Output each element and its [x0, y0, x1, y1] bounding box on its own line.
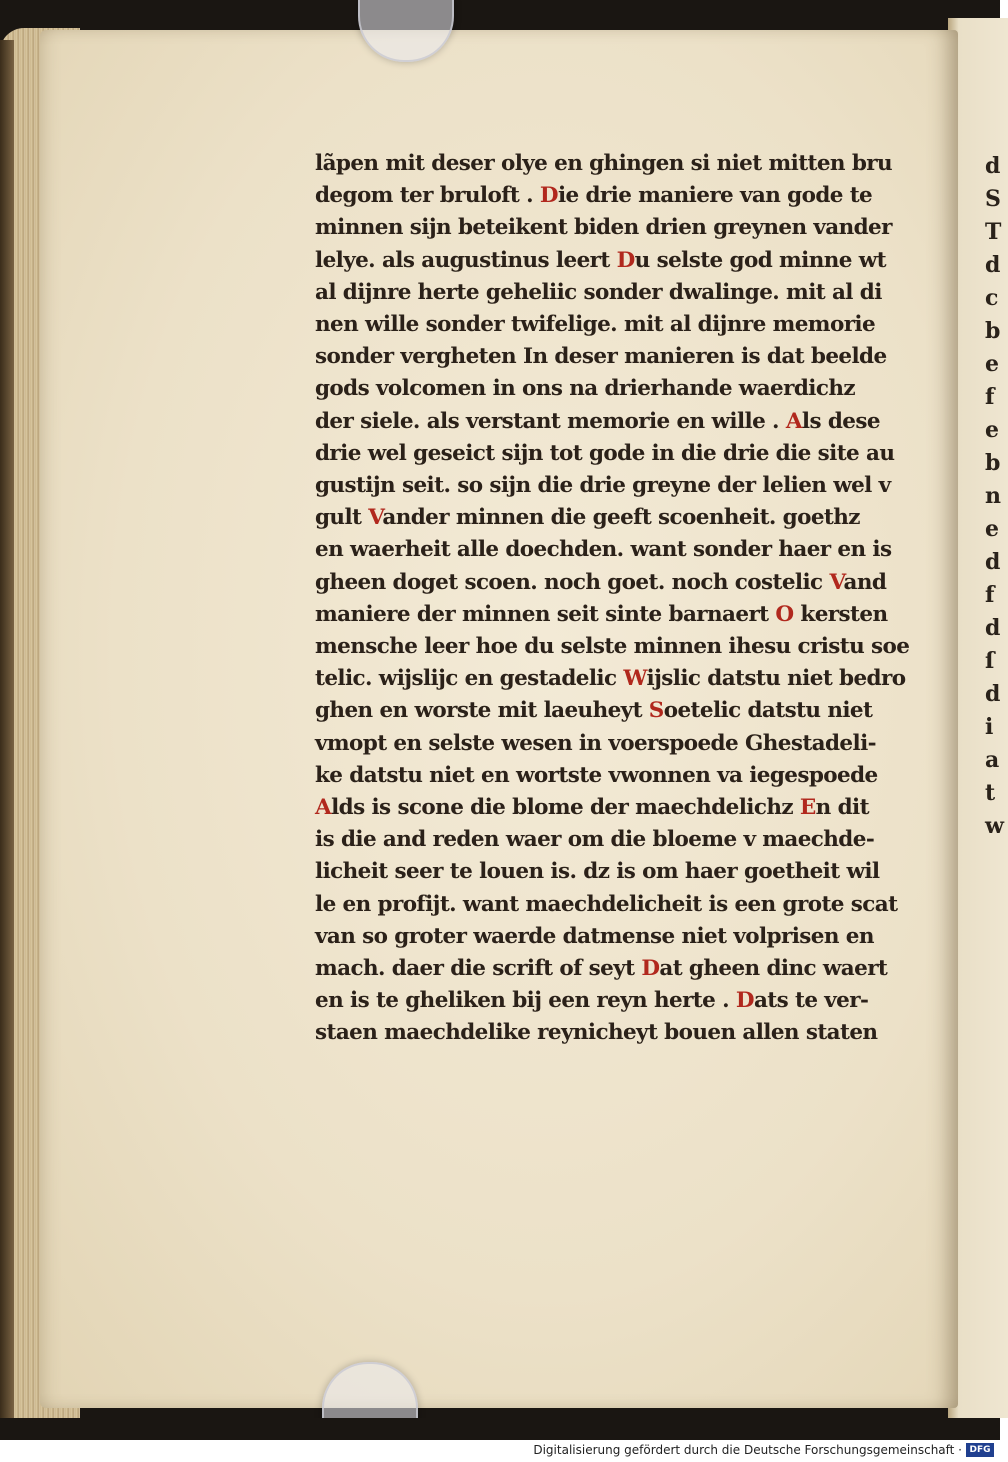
text-line — [315, 824, 907, 856]
rubricated-initial: A — [315, 795, 332, 821]
text-run: gustijn seit. so sijn die drie greyne der lelien wel v — [315, 473, 891, 499]
text-line — [315, 534, 907, 566]
text-run: al dijnre herte geheliic sonder dwalinge. mit al di — [315, 279, 882, 305]
text-run: ke datstu niet en wortste vwonnen va iegespoede — [315, 762, 878, 788]
text-line — [315, 180, 907, 212]
facing-page-glyph: e — [985, 417, 999, 443]
text-run: gods volcomen in ons na drierhande waerdichz — [315, 376, 855, 402]
text-line — [315, 631, 910, 663]
facing-page-glyph: d — [985, 615, 1001, 641]
text-run: en waerheit alle doechden. want sonder haer en is — [315, 537, 892, 563]
text-line — [315, 728, 907, 760]
text-line — [315, 567, 907, 599]
rubricated-initial: D — [539, 183, 558, 209]
rubricated-initial: V — [368, 505, 383, 531]
text-run: gheen doget scoen. noch goet. noch costelic — [315, 569, 830, 595]
dfg-logo-icon[interactable]: DFG — [966, 1443, 994, 1457]
text-run: lãpen mit deser olye en ghingen si niet mitten bru — [315, 151, 893, 176]
text-run: oetelic datstu niet — [663, 698, 873, 724]
facing-page-glyph: d — [985, 153, 1001, 179]
text-line — [315, 309, 907, 341]
facing-page-glyph: S — [985, 186, 1001, 212]
text-run: lelye. als augustinus leert — [315, 247, 617, 273]
facing-page-glyph: i — [985, 714, 994, 740]
text-line — [315, 663, 907, 695]
rubricated-initial: S — [648, 698, 664, 724]
footer-credit: Digitalisierung gefördert durch die Deutsche Forschungsgemeinschaft · — [533, 1443, 962, 1457]
text-line — [315, 148, 907, 180]
facing-page-glyph: n — [985, 483, 1001, 509]
text-run: telic. wijslijc en gestadelic — [315, 666, 624, 692]
facing-page-glyph: t — [985, 780, 996, 806]
text-run: ander minnen die geeft scoenheit. goethz — [382, 505, 860, 531]
text-line — [315, 695, 907, 727]
rubricated-initial: V — [829, 569, 844, 595]
rubricated-initial: W — [623, 666, 647, 692]
text-line — [315, 889, 907, 921]
rubricated-initial: D — [616, 247, 635, 273]
facing-page-glyph: f — [985, 582, 995, 608]
text-run: hestadeli- — [762, 730, 876, 756]
text-line — [315, 245, 907, 277]
text-line — [315, 341, 907, 373]
rubricated-initial: E — [799, 795, 816, 821]
text-run: n dit — [815, 795, 869, 821]
rubricated-initial: A — [785, 408, 802, 434]
text-line — [315, 502, 907, 534]
text-run: G — [744, 730, 763, 756]
facing-page-glyph: T — [985, 219, 1002, 245]
text-run: sonder vergheten — [315, 344, 523, 370]
text-line — [315, 953, 907, 985]
text-run: le en profijt. want maechdelicheit is een grote scat — [315, 891, 898, 917]
text-run: n deser manieren is dat beelde — [532, 344, 887, 370]
text-run: lds is scone die blome der maechdelichz — [331, 795, 800, 821]
scan-bottom-border — [0, 1418, 1000, 1440]
text-run: at gheen dinc waert — [659, 956, 888, 982]
text-run: is die and reden waer om die bloeme v maechde- — [315, 827, 875, 853]
facing-page-glyph: b — [985, 318, 1001, 344]
facing-page-glyph: b — [985, 450, 1001, 476]
text-run: ats te ver- — [753, 988, 869, 1014]
text-line — [315, 760, 907, 792]
text-run: maniere der minnen seit sinte barnaert — [315, 601, 776, 627]
rubricated-initial: D — [641, 956, 660, 982]
text-line — [315, 921, 907, 953]
text-line — [315, 985, 907, 1017]
text-line — [315, 1017, 907, 1049]
text-run: drie wel geseict sijn tot gode in die drie die site au — [315, 440, 895, 466]
text-run: gult — [315, 505, 369, 531]
text-run: vmopt en selste wesen in voerspoede — [315, 730, 745, 756]
rubricated-initial: D — [735, 988, 754, 1014]
text-line — [315, 373, 907, 405]
text-run: van so groter waerde datmense niet volprisen en — [315, 923, 874, 949]
text-line — [315, 856, 907, 888]
facing-page-glyph: e — [985, 516, 999, 542]
facing-page-glyph: a — [985, 747, 1000, 773]
text-run: der siele. als verstant memorie en wille . — [315, 408, 786, 434]
footer-bar — [0, 1440, 1000, 1462]
text-run: nen wille sonder twifelige. mit al dijnre memorie — [315, 312, 876, 338]
text-run: I — [522, 344, 533, 370]
text-run: ie drie maniere van gode te — [557, 183, 873, 209]
facing-page-glyph: f — [985, 384, 995, 410]
facing-page-glyph: ſ — [985, 648, 995, 674]
spine-shadow — [0, 40, 14, 1420]
text-run: ghen en worste mit laeuheyt — [315, 698, 649, 724]
text-run: degom ter bruloft . — [315, 183, 540, 209]
facing-page-glyph: d — [985, 549, 1001, 575]
facing-page-glyph: w — [985, 813, 1004, 839]
text-line — [315, 470, 907, 502]
text-line — [315, 438, 907, 470]
text-run: mensche leer hoe du selste minnen ihesu cristu soe — [315, 634, 910, 660]
facing-page-glyph: e — [985, 351, 999, 377]
blackletter-text-block — [315, 148, 910, 1050]
text-line — [315, 277, 907, 309]
text-run: staen maechdelike reynicheyt bouen allen staten — [315, 1020, 878, 1046]
facing-page-glyph: d — [985, 681, 1001, 707]
facing-page-text — [985, 150, 1005, 843]
text-run: minnen sijn beteikent biden drien greynen vander — [315, 215, 892, 241]
text-run: licheit seer te louen is. dz is om haer goetheit wil — [315, 859, 880, 885]
text-line — [315, 212, 907, 244]
text-run: mach. daer die scrift of seyt — [315, 956, 642, 982]
text-run: and — [843, 569, 887, 595]
text-line — [315, 792, 907, 824]
text-line — [315, 406, 907, 438]
text-line — [315, 599, 907, 631]
text-run: en is te gheliken bij een reyn herte . — [315, 988, 736, 1014]
text-run: ijslic datstu niet bedro — [646, 666, 906, 692]
text-run: ls dese — [801, 408, 880, 434]
text-run: kersten — [793, 601, 888, 627]
facing-page-glyph: d — [985, 252, 1001, 278]
rubricated-initial: O — [775, 601, 794, 627]
text-run: u selste god minne wt — [634, 247, 886, 273]
facing-page-glyph: c — [985, 285, 999, 311]
